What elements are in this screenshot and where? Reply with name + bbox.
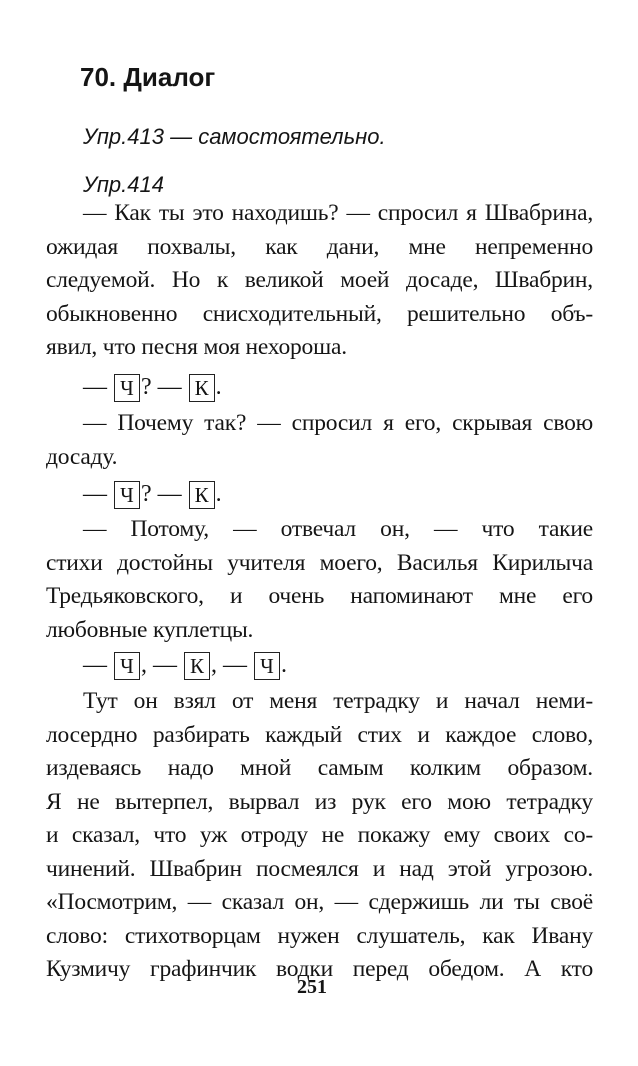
scheme-punct: , — <box>141 652 177 678</box>
exercise-414-label: Упр.414 <box>83 172 164 197</box>
dialog-scheme-3 <box>83 649 287 681</box>
scheme-end: . <box>215 481 222 507</box>
paragraph-3 <box>46 513 593 647</box>
text-line: следуемой. Но к великой моей досаде, Швабрин, <box>46 267 593 293</box>
paragraph-4 <box>46 685 593 987</box>
text-line: стихи достойны учителя моего, Василья Кирилыча <box>46 549 593 576</box>
scheme-box: К <box>184 652 210 680</box>
dialog-scheme-1 <box>83 371 222 403</box>
text-line: — Потому, — отвечал он, — что такие <box>83 516 593 542</box>
paragraph-1 <box>46 197 593 365</box>
text-line: Тут он взял от меня тетрадку и начал неми- <box>83 688 593 714</box>
scheme-box: Ч <box>114 374 140 402</box>
scheme-dash: — <box>83 481 107 507</box>
text-line: любовные куплетцы. <box>46 616 254 643</box>
text-line: явил, что песня моя нехороша. <box>46 334 347 360</box>
scheme-dash: — <box>83 374 107 400</box>
scheme-punct: ? — <box>141 374 182 400</box>
text-line: издеваясь надо мной самым колким образом. <box>46 755 593 781</box>
text-line: лосердно разбирать каждый стих и каждое слово, <box>46 721 593 748</box>
text-line: ожидая похвалы, как дани, мне непременно <box>46 233 593 260</box>
scheme-box: К <box>189 481 215 509</box>
text-line: и сказал, что уж отроду не покажу ему своих со- <box>46 822 593 848</box>
scheme-box: Ч <box>254 652 280 680</box>
text-line: «Посмотрим, — сказал он, — сдержишь ли ты своё <box>46 889 593 915</box>
scheme-box: Ч <box>114 652 140 680</box>
text-line: досаду. <box>46 443 118 470</box>
exercise-413-note: Упр.413 — самостоятельно. <box>83 124 386 149</box>
dialog-scheme-2 <box>83 478 222 510</box>
text-line: — Почему так? — спросил я его, скрывая свою <box>83 410 593 436</box>
scheme-dash: — <box>83 652 107 678</box>
text-line: Я не вытерпел, вырвал из рук его мою тетрадку <box>46 788 593 815</box>
scheme-punct: , — <box>211 652 247 678</box>
scheme-punct: ? — <box>141 481 182 507</box>
page-number: 251 <box>297 976 327 998</box>
scheme-box: К <box>189 374 215 402</box>
text-line: обыкновенно снисходительный, решительно объ- <box>46 300 593 327</box>
scheme-end: . <box>215 374 222 400</box>
paragraph-2 <box>46 407 593 474</box>
text-line: слово: стихотворцам нужен слушатель, как Ивану <box>46 922 593 949</box>
text-line: — Как ты это находишь? — спросил я Швабрина, <box>83 200 593 226</box>
scheme-box: Ч <box>114 481 140 509</box>
text-line: Тредьяковского, и очень напоминают мне его <box>46 583 593 609</box>
scheme-end: . <box>281 652 287 678</box>
section-title: 70. Диалог <box>80 62 216 92</box>
text-line: чинений. Швабрин посмеялся и над этой угрозою. <box>46 855 593 882</box>
text-line: Кузмичу графинчик водки перед обедом. А кто <box>46 956 593 982</box>
